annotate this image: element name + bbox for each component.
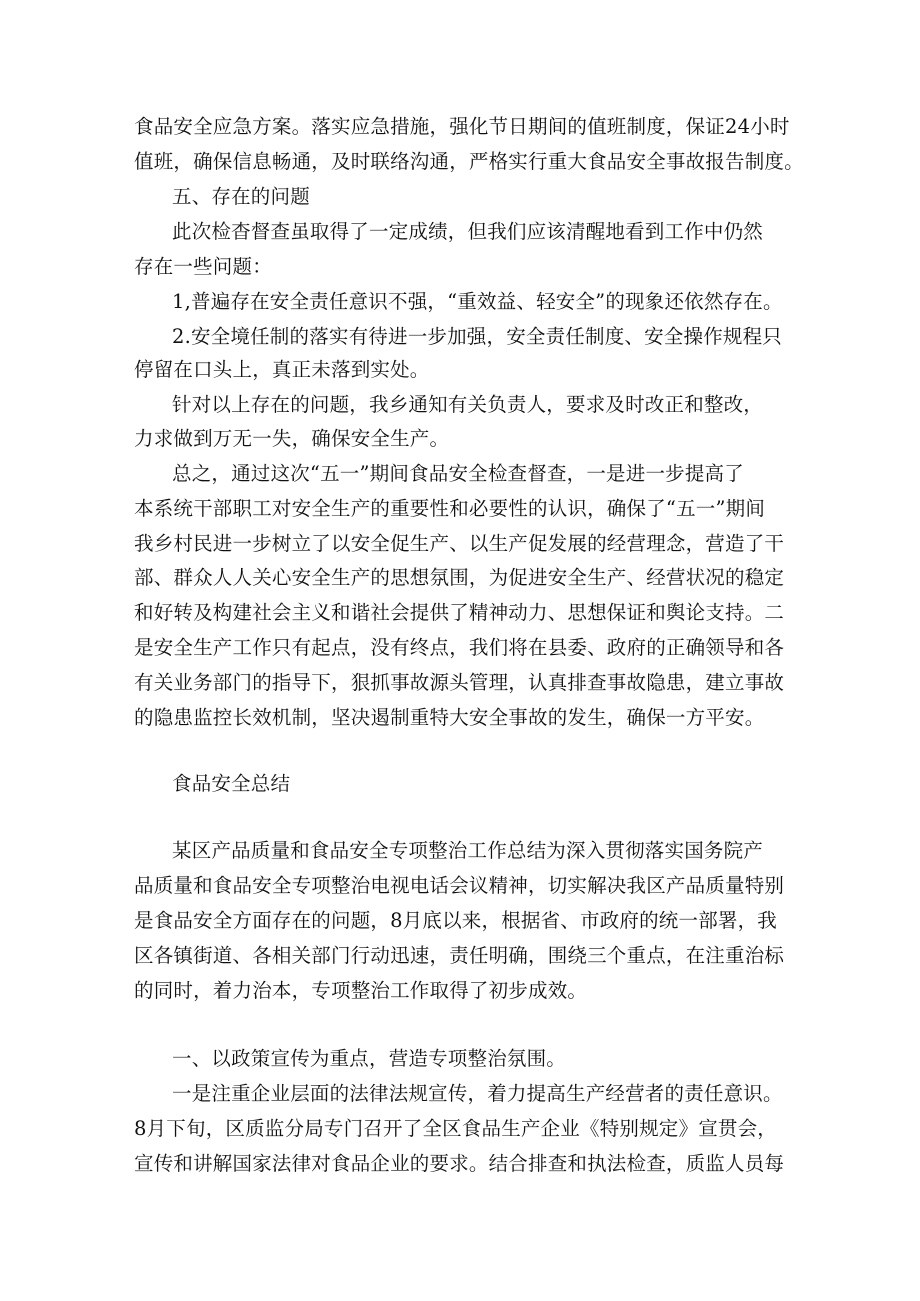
document-title: 食品安全总结 [172, 772, 291, 795]
text-line: 此次检杳督查虽取得了一定成绩，但我们应该清醒地看到工作中仍然 [172, 220, 764, 243]
section-heading: 五、存在的问题 [172, 185, 310, 208]
text-line: 有关业务部门的指导下，狠抓事故源头管理，认真排查事故隐患，建立事故 [134, 671, 785, 694]
text-line: 我乡村民进一步树立了以安全促生产、以生产促发展的经营理念，营造了干 [134, 532, 785, 555]
text-line: 的同时，着力治本，专项整治工作取得了初步成效。 [134, 979, 588, 1002]
text-line: 部、群众人人关心安全生产的思想氛围，为促进安全生产、经营状况的稳定 [134, 566, 785, 589]
text-line: 食品安全应急方案。落实应急措施，强化节日期间的值班制度，保证24小时 [134, 115, 790, 138]
text-line: 的隐患监控长效机制，坚决遏制重特大安全事故的发生，确保一方平安。 [134, 706, 765, 729]
text-line: 针对以上存在的问题，我乡通知有关负责人，要求及时改正和整改， [172, 393, 764, 416]
text-line: 是安全生产工作只有起点，没有终点，我们将在县委、政府的正确领导和各 [134, 636, 785, 659]
text-line: 本系统干部职工对安全生产的重要性和必要性的认识，确保了“五一”期间 [134, 497, 766, 520]
text-line: 和好转及构建社会主义和谐社会提供了精神动力、思想保证和舆论支持。二 [134, 601, 785, 624]
text-line: 某区产品质量和食品安全专项整治工作总结为深入贯彻落实国务院产 [172, 839, 764, 862]
text-line: 品质量和食品安全专项整治电视电话会议精神，切实解决我区产品质量特别 [134, 874, 785, 897]
text-line: 存在一些问题： [134, 255, 272, 278]
text-line: 一是注重企业层面的法律法规宣传，着力提高生产经营者的责任意识。 [172, 1082, 783, 1105]
text-line: 宣传和讲解国家法律对食品企业的要求。结合排查和执法检查，质监人员每 [134, 1152, 785, 1175]
section-heading: 一、以政策宣传为重点，营造专项整治氛围。 [172, 1047, 567, 1070]
text-line: 是食品安全方面存在的问题，8月底以来，根据省、市政府的统一部署，我 [134, 909, 778, 932]
text-line: 停留在口头上，真正未落到实处。 [134, 358, 430, 381]
text-line: 力求做到万无一失，确保安全生产。 [134, 427, 450, 450]
text-line: 8月下旬，区质监分局专门召开了全区食品生产企业《特别规定》宣贯会， [134, 1117, 778, 1140]
text-line: 区各镇街道、各相关部门行动迅速，责任明确，围绕三个重点，在注重治标 [134, 944, 785, 967]
text-line: 总之，通过这次“五一”期间食品安全检查督查，一是进一步提高了 [172, 462, 744, 485]
text-line: 值班，确保信息畅通，及时联络沟通，严格实行重大食品安全事故报告制度。 [134, 150, 804, 173]
list-item: 1,普遍存在安全责任意识不强，“重效益、轻安全”的现象还依然存在。 [172, 290, 783, 313]
list-item: 2.安全境任制的落实有待进一步加强，安全责任制度、安全操作规程只 [172, 325, 783, 348]
